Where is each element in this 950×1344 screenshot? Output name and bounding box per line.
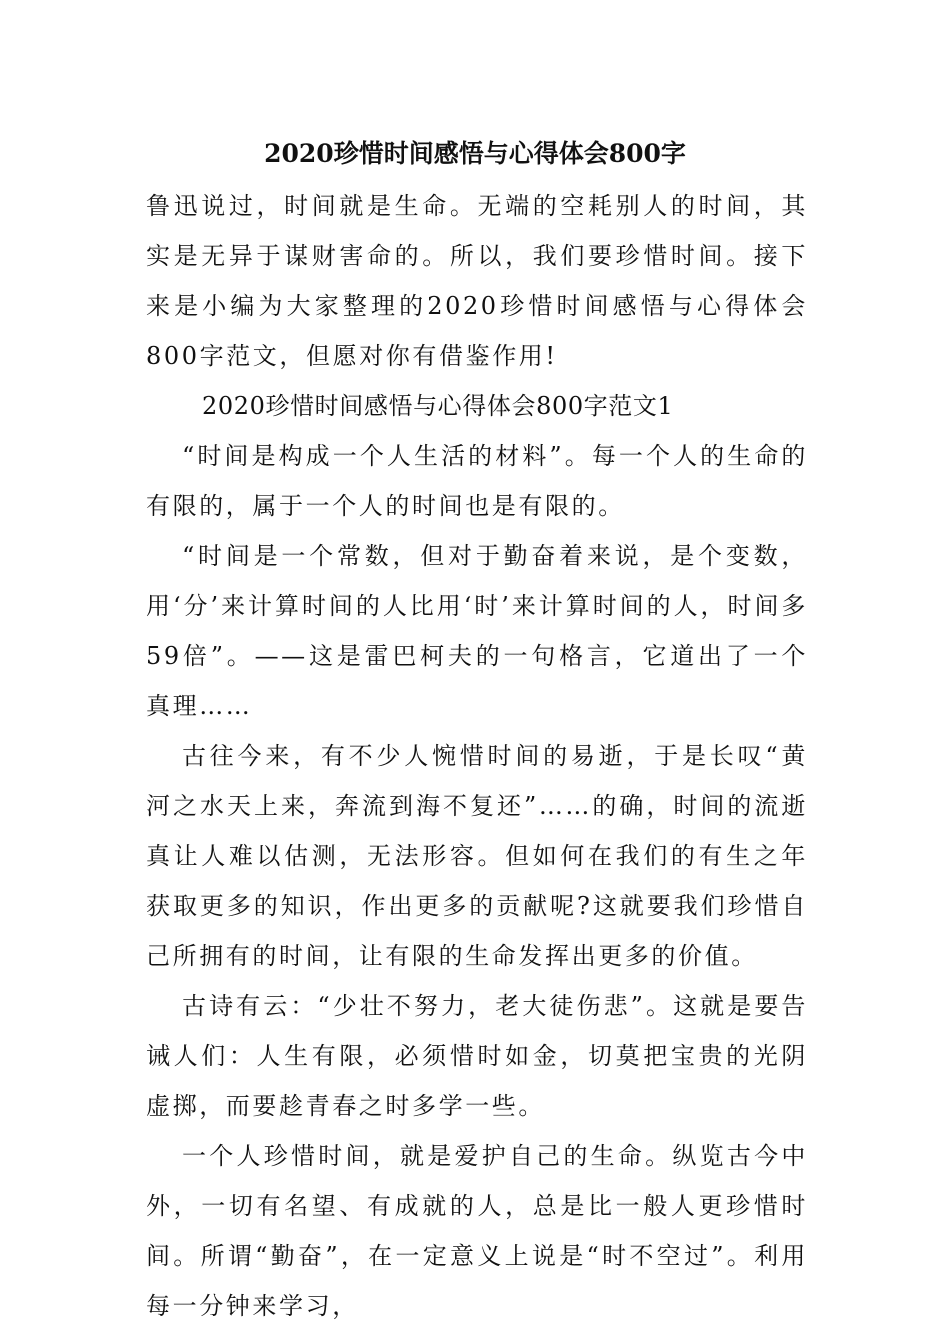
document-body	[146, 181, 808, 1331]
body-paragraph: “时间是构成一个人生活的材料”。每一个人的生命的有限的，属于一个人的时间也是有限的。	[146, 442, 808, 520]
body-paragraph: 古诗有云：“少壮不努力，老大徒伤悲”。这就是要告诫人们：人生有限，必须惜时如金，切莫把宝贵的光阴虚掷，而要趁青春之时多学一些。	[146, 992, 808, 1120]
document-title: 2020珍惜时间感悟与心得体会800字	[264, 139, 686, 168]
body-paragraph: “时间是一个常数，但对于勤奋着来说，是个变数，用‘分’来计算时间的人比用‘时’来计算时间的人，时间多59倍”。——这是雷巴柯夫的一句格言，它道出了一个真理……	[146, 542, 808, 720]
section-heading: 2020珍惜时间感悟与心得体会800字范文1	[202, 392, 674, 420]
intro-paragraph: 鲁迅说过，时间就是生命。无端的空耗别人的时间，其实是无异于谋财害命的。所以，我们要珍惜时间。接下来是小编为大家整理的2020珍惜时间感悟与心得体会800字范文，但愿对你有借鉴作用!	[146, 192, 808, 370]
body-paragraph: 一个人珍惜时间，就是爱护自己的生命。纵览古今中外，一切有名望、有成就的人，总是比一般人更珍惜时间。所谓“勤奋”，在一定意义上说是“时不空过”。利用每一分钟来学习，	[146, 1142, 808, 1320]
body-paragraph: 古往今来，有不少人惋惜时间的易逝，于是长叹“黄河之水天上来，奔流到海不复还”……的确，时间的流逝真让人难以估测，无法形容。但如何在我们的有生之年获取更多的知识，作出更多的贡献呢?这就要我们珍惜自己所拥有的时间，让有限的生命发挥出更多的价值。	[146, 742, 808, 970]
